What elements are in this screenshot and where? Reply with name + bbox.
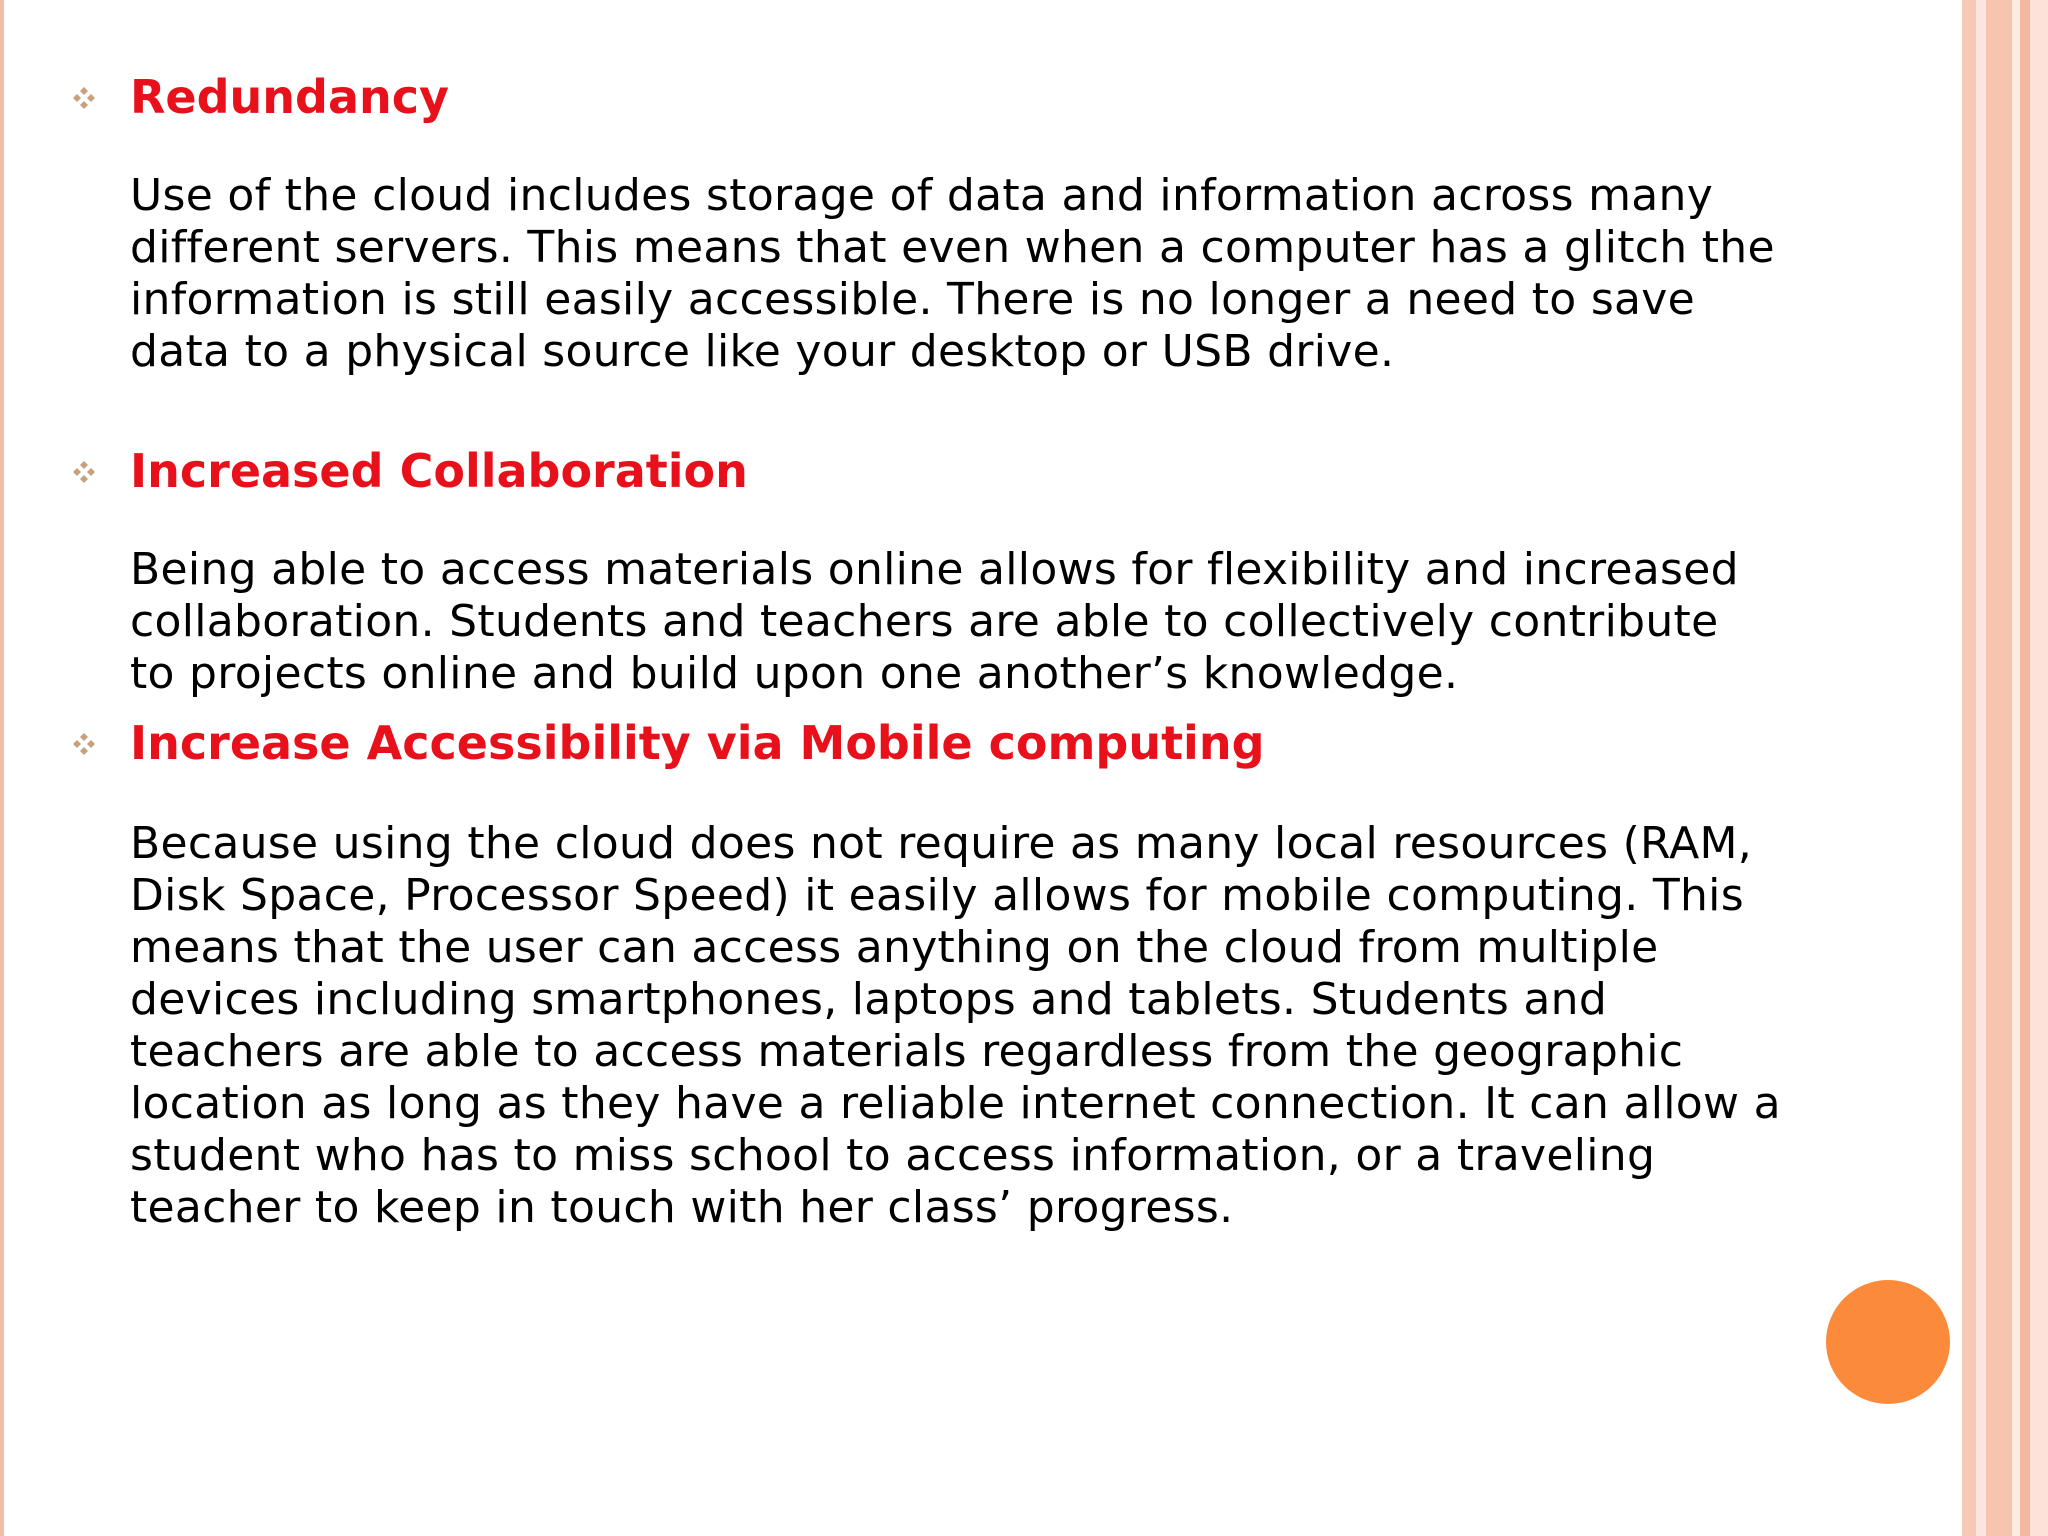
four-diamond-bullet-icon	[70, 458, 98, 486]
section-increase-accessibility	[62, 708, 1992, 1234]
left-border	[0, 0, 4, 1536]
right-border-stripe	[2012, 0, 2020, 1536]
section-heading: Increase Accessibility via Mobile computing	[130, 716, 1265, 770]
section-body: Being able to access materials online allows for flexibility and increased collaboration. Students and teachers are able to collectively contribute to projects online and build upon one another’s knowledge.	[130, 544, 1739, 699]
four-diamond-bullet-icon	[70, 730, 98, 758]
section-heading: Redundancy	[130, 70, 450, 124]
decorative-circle	[1826, 1280, 1950, 1404]
section-body: Because using the cloud does not require as many local resources (RAM, Disk Space, Processor Speed) it easily allows for mobile computing. This means that the user can access anything on the cloud from multiple devices including smartphones, laptops and tablets. Students and teachers are able to access materials regardless from the geographic location as long as they have a reliable internet connection. It can allow a student who has to miss school to access information, or a traveling teacher to keep in touch with her class’ progress.	[130, 818, 1781, 1233]
section-redundancy	[62, 62, 1992, 378]
four-diamond-bullet-icon	[70, 84, 98, 112]
right-border-stripe	[2030, 0, 2048, 1536]
right-border-stripe	[2020, 0, 2030, 1536]
section-increased-collaboration	[62, 436, 1992, 700]
section-heading: Increased Collaboration	[130, 444, 748, 498]
section-body: Use of the cloud includes storage of data and information across many different servers. This means that even when a computer has a glitch the information is still easily accessible. There is no longer a need to save data to a physical source like your desktop or USB drive.	[130, 170, 1775, 377]
slide-content	[62, 62, 1992, 1234]
